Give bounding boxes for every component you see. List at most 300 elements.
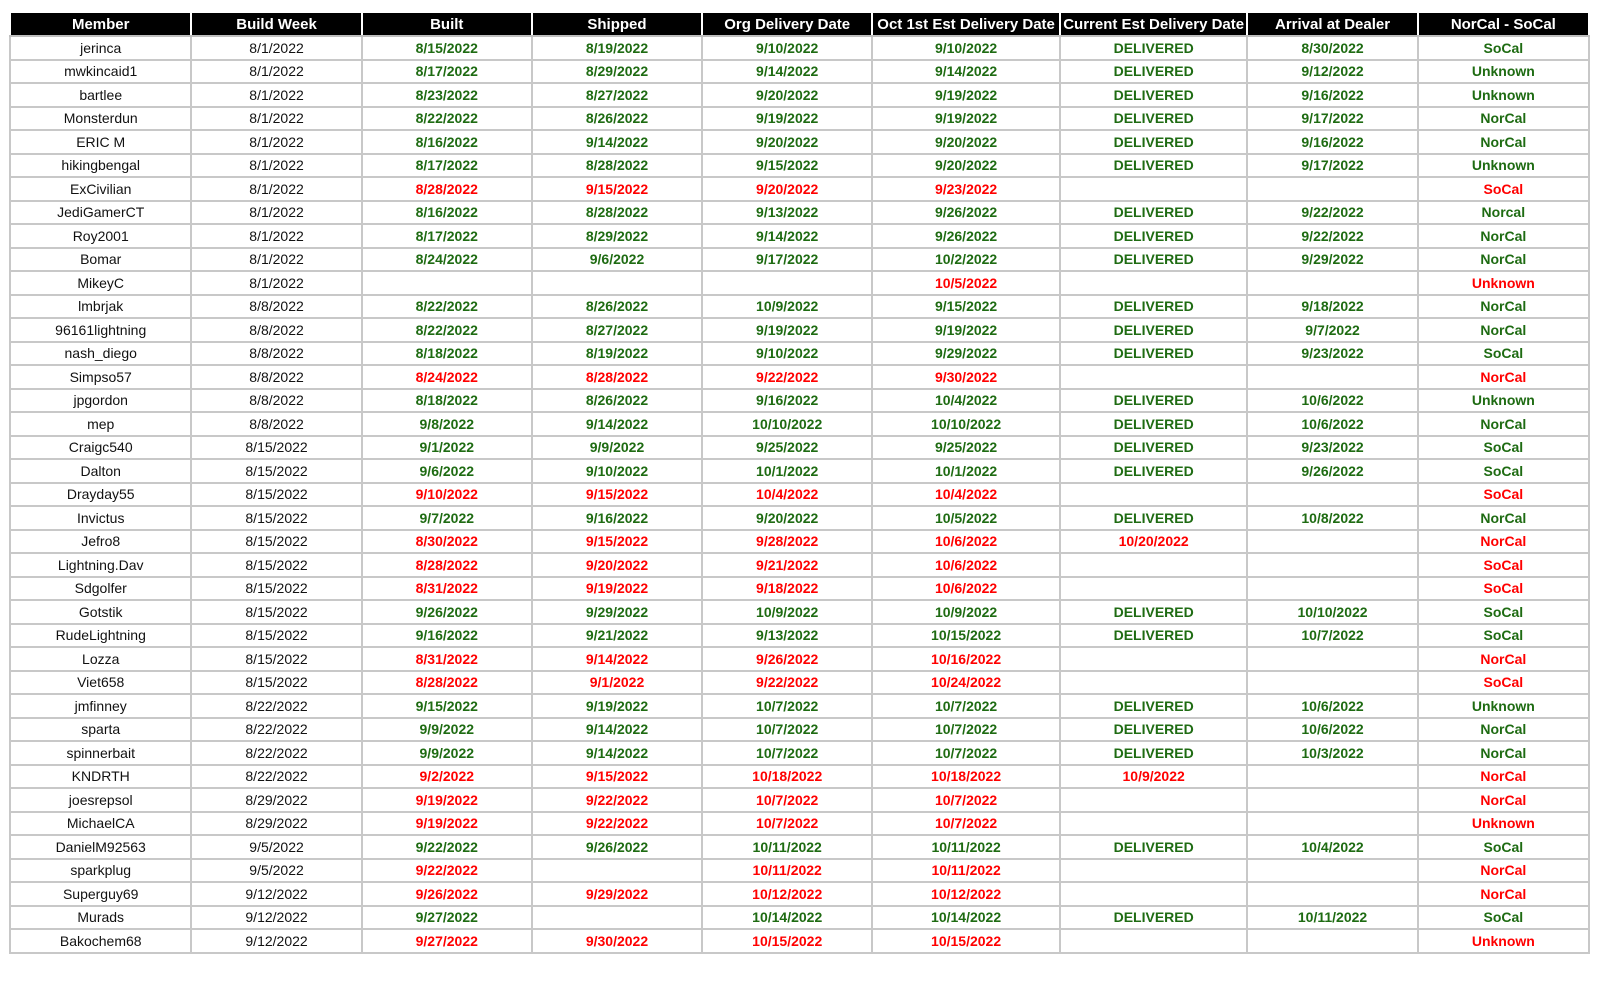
arrival-at-dealer-cell[interactable]: 9/18/2022 (1247, 295, 1417, 319)
region-cell[interactable]: SoCal (1418, 459, 1589, 483)
current-est-delivery-date-cell[interactable]: DELIVERED (1060, 835, 1248, 859)
oct-1st-est-delivery-date-cell[interactable]: 9/30/2022 (872, 365, 1060, 389)
arrival-at-dealer-cell[interactable]: 9/26/2022 (1247, 459, 1417, 483)
arrival-at-dealer-cell[interactable]: 9/12/2022 (1247, 60, 1417, 84)
current-est-delivery-date-cell[interactable]: DELIVERED (1060, 107, 1248, 131)
org-delivery-date-cell[interactable]: 9/20/2022 (702, 506, 872, 530)
built-cell[interactable]: 8/22/2022 (362, 107, 532, 131)
current-est-delivery-date-cell[interactable] (1060, 929, 1248, 953)
org-delivery-date-cell[interactable]: 9/20/2022 (702, 83, 872, 107)
member-cell[interactable]: Roy2001 (10, 224, 191, 248)
build-week-cell[interactable]: 8/15/2022 (191, 600, 361, 624)
member-cell[interactable]: Lozza (10, 647, 191, 671)
region-cell[interactable]: NorCal (1418, 412, 1589, 436)
member-cell[interactable]: Drayday55 (10, 483, 191, 507)
arrival-at-dealer-cell[interactable]: 10/4/2022 (1247, 835, 1417, 859)
oct-1st-est-delivery-date-cell[interactable]: 9/25/2022 (872, 436, 1060, 460)
build-week-cell[interactable]: 9/12/2022 (191, 882, 361, 906)
current-est-delivery-date-cell[interactable]: DELIVERED (1060, 600, 1248, 624)
built-cell[interactable]: 9/1/2022 (362, 436, 532, 460)
built-cell[interactable]: 9/26/2022 (362, 882, 532, 906)
arrival-at-dealer-cell[interactable]: 9/16/2022 (1247, 83, 1417, 107)
current-est-delivery-date-cell[interactable]: DELIVERED (1060, 741, 1248, 765)
region-cell[interactable]: NorCal (1418, 647, 1589, 671)
built-cell[interactable]: 8/24/2022 (362, 365, 532, 389)
build-week-cell[interactable]: 8/15/2022 (191, 624, 361, 648)
shipped-cell[interactable]: 9/22/2022 (532, 812, 702, 836)
member-cell[interactable]: Gotstik (10, 600, 191, 624)
region-cell[interactable]: SoCal (1418, 906, 1589, 930)
build-week-cell[interactable]: 8/29/2022 (191, 788, 361, 812)
shipped-cell[interactable]: 8/28/2022 (532, 201, 702, 225)
arrival-at-dealer-cell[interactable] (1247, 859, 1417, 883)
col-header-arrival-at-dealer[interactable]: Arrival at Dealer (1247, 12, 1417, 36)
org-delivery-date-cell[interactable]: 10/10/2022 (702, 412, 872, 436)
member-cell[interactable]: nash_diego (10, 342, 191, 366)
org-delivery-date-cell[interactable]: 10/7/2022 (702, 718, 872, 742)
current-est-delivery-date-cell[interactable] (1060, 553, 1248, 577)
org-delivery-date-cell[interactable]: 9/14/2022 (702, 224, 872, 248)
build-week-cell[interactable]: 8/22/2022 (191, 765, 361, 789)
arrival-at-dealer-cell[interactable] (1247, 788, 1417, 812)
member-cell[interactable]: bartlee (10, 83, 191, 107)
org-delivery-date-cell[interactable]: 10/4/2022 (702, 483, 872, 507)
oct-1st-est-delivery-date-cell[interactable]: 10/15/2022 (872, 624, 1060, 648)
oct-1st-est-delivery-date-cell[interactable]: 10/7/2022 (872, 694, 1060, 718)
built-cell[interactable]: 9/22/2022 (362, 859, 532, 883)
build-week-cell[interactable]: 8/15/2022 (191, 483, 361, 507)
org-delivery-date-cell[interactable]: 9/14/2022 (702, 60, 872, 84)
shipped-cell[interactable]: 9/26/2022 (532, 835, 702, 859)
current-est-delivery-date-cell[interactable] (1060, 812, 1248, 836)
member-cell[interactable]: MikeyC (10, 271, 191, 295)
build-week-cell[interactable]: 8/15/2022 (191, 530, 361, 554)
arrival-at-dealer-cell[interactable] (1247, 882, 1417, 906)
oct-1st-est-delivery-date-cell[interactable]: 10/15/2022 (872, 929, 1060, 953)
region-cell[interactable]: NorCal (1418, 318, 1589, 342)
region-cell[interactable]: NorCal (1418, 130, 1589, 154)
shipped-cell[interactable]: 9/29/2022 (532, 882, 702, 906)
shipped-cell[interactable]: 8/28/2022 (532, 154, 702, 178)
arrival-at-dealer-cell[interactable]: 8/30/2022 (1247, 36, 1417, 60)
region-cell[interactable]: Unknown (1418, 154, 1589, 178)
shipped-cell[interactable]: 8/19/2022 (532, 36, 702, 60)
current-est-delivery-date-cell[interactable]: DELIVERED (1060, 412, 1248, 436)
org-delivery-date-cell[interactable]: 9/13/2022 (702, 624, 872, 648)
region-cell[interactable]: NorCal (1418, 882, 1589, 906)
shipped-cell[interactable]: 9/14/2022 (532, 647, 702, 671)
region-cell[interactable]: Norcal (1418, 201, 1589, 225)
oct-1st-est-delivery-date-cell[interactable]: 10/5/2022 (872, 506, 1060, 530)
member-cell[interactable]: sparta (10, 718, 191, 742)
current-est-delivery-date-cell[interactable] (1060, 483, 1248, 507)
oct-1st-est-delivery-date-cell[interactable]: 10/6/2022 (872, 577, 1060, 601)
member-cell[interactable]: ERIC M (10, 130, 191, 154)
col-header-shipped[interactable]: Shipped (532, 12, 702, 36)
built-cell[interactable]: 9/2/2022 (362, 765, 532, 789)
org-delivery-date-cell[interactable]: 10/14/2022 (702, 906, 872, 930)
build-week-cell[interactable]: 9/5/2022 (191, 835, 361, 859)
built-cell[interactable]: 8/15/2022 (362, 36, 532, 60)
built-cell[interactable] (362, 271, 532, 295)
oct-1st-est-delivery-date-cell[interactable]: 10/12/2022 (872, 882, 1060, 906)
org-delivery-date-cell[interactable]: 10/11/2022 (702, 859, 872, 883)
shipped-cell[interactable]: 9/16/2022 (532, 506, 702, 530)
org-delivery-date-cell[interactable]: 10/7/2022 (702, 788, 872, 812)
build-week-cell[interactable]: 8/1/2022 (191, 224, 361, 248)
current-est-delivery-date-cell[interactable]: 10/20/2022 (1060, 530, 1248, 554)
oct-1st-est-delivery-date-cell[interactable]: 9/20/2022 (872, 130, 1060, 154)
shipped-cell[interactable]: 8/27/2022 (532, 83, 702, 107)
org-delivery-date-cell[interactable]: 9/19/2022 (702, 318, 872, 342)
current-est-delivery-date-cell[interactable] (1060, 859, 1248, 883)
shipped-cell[interactable]: 9/14/2022 (532, 412, 702, 436)
oct-1st-est-delivery-date-cell[interactable]: 10/2/2022 (872, 248, 1060, 272)
shipped-cell[interactable]: 9/15/2022 (532, 483, 702, 507)
built-cell[interactable]: 8/17/2022 (362, 154, 532, 178)
build-week-cell[interactable]: 8/1/2022 (191, 130, 361, 154)
build-week-cell[interactable]: 8/1/2022 (191, 60, 361, 84)
oct-1st-est-delivery-date-cell[interactable]: 9/26/2022 (872, 201, 1060, 225)
current-est-delivery-date-cell[interactable]: DELIVERED (1060, 459, 1248, 483)
build-week-cell[interactable]: 8/8/2022 (191, 318, 361, 342)
shipped-cell[interactable]: 9/6/2022 (532, 248, 702, 272)
shipped-cell[interactable]: 9/15/2022 (532, 177, 702, 201)
built-cell[interactable]: 8/28/2022 (362, 553, 532, 577)
build-week-cell[interactable]: 8/8/2022 (191, 342, 361, 366)
org-delivery-date-cell[interactable]: 9/19/2022 (702, 107, 872, 131)
arrival-at-dealer-cell[interactable] (1247, 271, 1417, 295)
build-week-cell[interactable]: 8/22/2022 (191, 718, 361, 742)
oct-1st-est-delivery-date-cell[interactable]: 10/18/2022 (872, 765, 1060, 789)
built-cell[interactable]: 8/22/2022 (362, 318, 532, 342)
member-cell[interactable]: RudeLightning (10, 624, 191, 648)
arrival-at-dealer-cell[interactable]: 10/6/2022 (1247, 412, 1417, 436)
region-cell[interactable]: NorCal (1418, 788, 1589, 812)
member-cell[interactable]: hikingbengal (10, 154, 191, 178)
current-est-delivery-date-cell[interactable]: DELIVERED (1060, 624, 1248, 648)
built-cell[interactable]: 8/28/2022 (362, 177, 532, 201)
arrival-at-dealer-cell[interactable] (1247, 929, 1417, 953)
built-cell[interactable]: 9/9/2022 (362, 741, 532, 765)
built-cell[interactable]: 8/23/2022 (362, 83, 532, 107)
region-cell[interactable]: Unknown (1418, 271, 1589, 295)
built-cell[interactable]: 9/8/2022 (362, 412, 532, 436)
build-week-cell[interactable]: 8/29/2022 (191, 812, 361, 836)
oct-1st-est-delivery-date-cell[interactable]: 10/11/2022 (872, 859, 1060, 883)
region-cell[interactable]: NorCal (1418, 741, 1589, 765)
arrival-at-dealer-cell[interactable]: 10/11/2022 (1247, 906, 1417, 930)
region-cell[interactable]: Unknown (1418, 60, 1589, 84)
arrival-at-dealer-cell[interactable]: 10/6/2022 (1247, 694, 1417, 718)
member-cell[interactable]: Jefro8 (10, 530, 191, 554)
oct-1st-est-delivery-date-cell[interactable]: 10/16/2022 (872, 647, 1060, 671)
built-cell[interactable]: 8/31/2022 (362, 647, 532, 671)
current-est-delivery-date-cell[interactable]: DELIVERED (1060, 906, 1248, 930)
org-delivery-date-cell[interactable]: 10/11/2022 (702, 835, 872, 859)
shipped-cell[interactable]: 9/30/2022 (532, 929, 702, 953)
org-delivery-date-cell[interactable]: 10/1/2022 (702, 459, 872, 483)
shipped-cell[interactable]: 8/29/2022 (532, 60, 702, 84)
current-est-delivery-date-cell[interactable]: DELIVERED (1060, 201, 1248, 225)
arrival-at-dealer-cell[interactable] (1247, 530, 1417, 554)
built-cell[interactable]: 8/28/2022 (362, 671, 532, 695)
built-cell[interactable]: 9/19/2022 (362, 788, 532, 812)
member-cell[interactable]: joesrepsol (10, 788, 191, 812)
built-cell[interactable]: 8/16/2022 (362, 130, 532, 154)
arrival-at-dealer-cell[interactable]: 10/6/2022 (1247, 389, 1417, 413)
arrival-at-dealer-cell[interactable] (1247, 365, 1417, 389)
region-cell[interactable]: NorCal (1418, 224, 1589, 248)
member-cell[interactable]: jpgordon (10, 389, 191, 413)
current-est-delivery-date-cell[interactable] (1060, 647, 1248, 671)
org-delivery-date-cell[interactable]: 10/7/2022 (702, 694, 872, 718)
arrival-at-dealer-cell[interactable]: 10/10/2022 (1247, 600, 1417, 624)
region-cell[interactable]: SoCal (1418, 177, 1589, 201)
shipped-cell[interactable]: 8/26/2022 (532, 389, 702, 413)
member-cell[interactable]: Bomar (10, 248, 191, 272)
current-est-delivery-date-cell[interactable]: DELIVERED (1060, 60, 1248, 84)
shipped-cell[interactable]: 9/15/2022 (532, 530, 702, 554)
arrival-at-dealer-cell[interactable]: 10/7/2022 (1247, 624, 1417, 648)
member-cell[interactable]: MichaelCA (10, 812, 191, 836)
shipped-cell[interactable]: 9/19/2022 (532, 577, 702, 601)
arrival-at-dealer-cell[interactable] (1247, 812, 1417, 836)
org-delivery-date-cell[interactable]: 9/18/2022 (702, 577, 872, 601)
build-week-cell[interactable]: 8/22/2022 (191, 694, 361, 718)
member-cell[interactable]: JediGamerCT (10, 201, 191, 225)
org-delivery-date-cell[interactable]: 9/10/2022 (702, 36, 872, 60)
member-cell[interactable]: mwkincaid1 (10, 60, 191, 84)
built-cell[interactable]: 8/18/2022 (362, 342, 532, 366)
region-cell[interactable]: SoCal (1418, 624, 1589, 648)
member-cell[interactable]: spinnerbait (10, 741, 191, 765)
member-cell[interactable]: Bakochem68 (10, 929, 191, 953)
current-est-delivery-date-cell[interactable]: DELIVERED (1060, 130, 1248, 154)
col-header-built[interactable]: Built (362, 12, 532, 36)
current-est-delivery-date-cell[interactable]: DELIVERED (1060, 389, 1248, 413)
current-est-delivery-date-cell[interactable]: DELIVERED (1060, 224, 1248, 248)
arrival-at-dealer-cell[interactable] (1247, 483, 1417, 507)
build-week-cell[interactable]: 8/15/2022 (191, 436, 361, 460)
region-cell[interactable]: NorCal (1418, 365, 1589, 389)
current-est-delivery-date-cell[interactable]: DELIVERED (1060, 83, 1248, 107)
oct-1st-est-delivery-date-cell[interactable]: 10/4/2022 (872, 389, 1060, 413)
build-week-cell[interactable]: 8/1/2022 (191, 201, 361, 225)
region-cell[interactable]: Unknown (1418, 694, 1589, 718)
build-week-cell[interactable]: 8/15/2022 (191, 506, 361, 530)
region-cell[interactable]: Unknown (1418, 83, 1589, 107)
member-cell[interactable]: jmfinney (10, 694, 191, 718)
built-cell[interactable]: 9/7/2022 (362, 506, 532, 530)
oct-1st-est-delivery-date-cell[interactable]: 10/24/2022 (872, 671, 1060, 695)
shipped-cell[interactable] (532, 271, 702, 295)
oct-1st-est-delivery-date-cell[interactable]: 10/14/2022 (872, 906, 1060, 930)
org-delivery-date-cell[interactable]: 9/26/2022 (702, 647, 872, 671)
arrival-at-dealer-cell[interactable]: 10/3/2022 (1247, 741, 1417, 765)
region-cell[interactable]: SoCal (1418, 36, 1589, 60)
built-cell[interactable]: 8/17/2022 (362, 60, 532, 84)
region-cell[interactable]: NorCal (1418, 506, 1589, 530)
build-week-cell[interactable]: 8/1/2022 (191, 177, 361, 201)
org-delivery-date-cell[interactable]: 10/15/2022 (702, 929, 872, 953)
arrival-at-dealer-cell[interactable]: 9/17/2022 (1247, 154, 1417, 178)
oct-1st-est-delivery-date-cell[interactable]: 9/26/2022 (872, 224, 1060, 248)
build-week-cell[interactable]: 9/12/2022 (191, 906, 361, 930)
current-est-delivery-date-cell[interactable]: 10/9/2022 (1060, 765, 1248, 789)
member-cell[interactable]: Murads (10, 906, 191, 930)
member-cell[interactable]: jerinca (10, 36, 191, 60)
region-cell[interactable]: Unknown (1418, 812, 1589, 836)
current-est-delivery-date-cell[interactable]: DELIVERED (1060, 718, 1248, 742)
oct-1st-est-delivery-date-cell[interactable]: 10/6/2022 (872, 553, 1060, 577)
shipped-cell[interactable]: 9/10/2022 (532, 459, 702, 483)
built-cell[interactable]: 9/19/2022 (362, 812, 532, 836)
built-cell[interactable]: 9/26/2022 (362, 600, 532, 624)
build-week-cell[interactable]: 8/1/2022 (191, 83, 361, 107)
oct-1st-est-delivery-date-cell[interactable]: 9/23/2022 (872, 177, 1060, 201)
current-est-delivery-date-cell[interactable] (1060, 271, 1248, 295)
build-week-cell[interactable]: 8/1/2022 (191, 154, 361, 178)
member-cell[interactable]: DanielM92563 (10, 835, 191, 859)
col-header-oct-1st-est-delivery-date[interactable]: Oct 1st Est Delivery Date (872, 12, 1060, 36)
built-cell[interactable]: 9/27/2022 (362, 906, 532, 930)
col-header-norcal-socal[interactable]: NorCal - SoCal (1418, 12, 1589, 36)
shipped-cell[interactable]: 8/26/2022 (532, 107, 702, 131)
build-week-cell[interactable]: 8/15/2022 (191, 671, 361, 695)
build-week-cell[interactable]: 8/1/2022 (191, 248, 361, 272)
oct-1st-est-delivery-date-cell[interactable]: 10/7/2022 (872, 812, 1060, 836)
region-cell[interactable]: NorCal (1418, 530, 1589, 554)
oct-1st-est-delivery-date-cell[interactable]: 9/15/2022 (872, 295, 1060, 319)
arrival-at-dealer-cell[interactable]: 10/8/2022 (1247, 506, 1417, 530)
built-cell[interactable]: 9/6/2022 (362, 459, 532, 483)
oct-1st-est-delivery-date-cell[interactable]: 10/9/2022 (872, 600, 1060, 624)
region-cell[interactable]: NorCal (1418, 859, 1589, 883)
arrival-at-dealer-cell[interactable] (1247, 177, 1417, 201)
current-est-delivery-date-cell[interactable] (1060, 882, 1248, 906)
built-cell[interactable]: 9/27/2022 (362, 929, 532, 953)
member-cell[interactable]: Craigc540 (10, 436, 191, 460)
current-est-delivery-date-cell[interactable]: DELIVERED (1060, 342, 1248, 366)
shipped-cell[interactable]: 9/15/2022 (532, 765, 702, 789)
oct-1st-est-delivery-date-cell[interactable]: 9/19/2022 (872, 83, 1060, 107)
build-week-cell[interactable]: 8/15/2022 (191, 553, 361, 577)
member-cell[interactable]: 96161lightning (10, 318, 191, 342)
built-cell[interactable]: 8/17/2022 (362, 224, 532, 248)
current-est-delivery-date-cell[interactable]: DELIVERED (1060, 694, 1248, 718)
current-est-delivery-date-cell[interactable] (1060, 365, 1248, 389)
region-cell[interactable]: SoCal (1418, 600, 1589, 624)
region-cell[interactable]: SoCal (1418, 835, 1589, 859)
member-cell[interactable]: Dalton (10, 459, 191, 483)
current-est-delivery-date-cell[interactable]: DELIVERED (1060, 436, 1248, 460)
oct-1st-est-delivery-date-cell[interactable]: 9/14/2022 (872, 60, 1060, 84)
shipped-cell[interactable]: 8/19/2022 (532, 342, 702, 366)
build-week-cell[interactable]: 8/8/2022 (191, 365, 361, 389)
shipped-cell[interactable]: 8/29/2022 (532, 224, 702, 248)
arrival-at-dealer-cell[interactable]: 10/6/2022 (1247, 718, 1417, 742)
shipped-cell[interactable]: 9/19/2022 (532, 694, 702, 718)
shipped-cell[interactable]: 8/26/2022 (532, 295, 702, 319)
arrival-at-dealer-cell[interactable]: 9/23/2022 (1247, 436, 1417, 460)
build-week-cell[interactable]: 8/8/2022 (191, 295, 361, 319)
arrival-at-dealer-cell[interactable] (1247, 765, 1417, 789)
oct-1st-est-delivery-date-cell[interactable]: 10/4/2022 (872, 483, 1060, 507)
region-cell[interactable]: NorCal (1418, 765, 1589, 789)
org-delivery-date-cell[interactable]: 10/18/2022 (702, 765, 872, 789)
shipped-cell[interactable] (532, 859, 702, 883)
col-header-current-est-delivery-date[interactable]: Current Est Delivery Date (1060, 12, 1248, 36)
oct-1st-est-delivery-date-cell[interactable]: 10/10/2022 (872, 412, 1060, 436)
build-week-cell[interactable]: 8/8/2022 (191, 389, 361, 413)
org-delivery-date-cell[interactable]: 9/25/2022 (702, 436, 872, 460)
current-est-delivery-date-cell[interactable]: DELIVERED (1060, 36, 1248, 60)
build-week-cell[interactable]: 8/15/2022 (191, 647, 361, 671)
region-cell[interactable]: SoCal (1418, 342, 1589, 366)
build-week-cell[interactable]: 8/1/2022 (191, 36, 361, 60)
shipped-cell[interactable]: 9/14/2022 (532, 718, 702, 742)
shipped-cell[interactable]: 9/1/2022 (532, 671, 702, 695)
current-est-delivery-date-cell[interactable]: DELIVERED (1060, 295, 1248, 319)
arrival-at-dealer-cell[interactable]: 9/23/2022 (1247, 342, 1417, 366)
region-cell[interactable]: Unknown (1418, 929, 1589, 953)
shipped-cell[interactable]: 9/20/2022 (532, 553, 702, 577)
member-cell[interactable]: lmbrjak (10, 295, 191, 319)
build-week-cell[interactable]: 8/8/2022 (191, 412, 361, 436)
org-delivery-date-cell[interactable]: 9/15/2022 (702, 154, 872, 178)
region-cell[interactable]: SoCal (1418, 553, 1589, 577)
org-delivery-date-cell[interactable]: 10/7/2022 (702, 741, 872, 765)
region-cell[interactable]: NorCal (1418, 295, 1589, 319)
built-cell[interactable]: 8/18/2022 (362, 389, 532, 413)
org-delivery-date-cell[interactable]: 9/22/2022 (702, 671, 872, 695)
org-delivery-date-cell[interactable]: 9/13/2022 (702, 201, 872, 225)
arrival-at-dealer-cell[interactable]: 9/16/2022 (1247, 130, 1417, 154)
region-cell[interactable]: SoCal (1418, 436, 1589, 460)
member-cell[interactable]: KNDRTH (10, 765, 191, 789)
oct-1st-est-delivery-date-cell[interactable]: 9/19/2022 (872, 318, 1060, 342)
region-cell[interactable]: SoCal (1418, 577, 1589, 601)
org-delivery-date-cell[interactable]: 9/20/2022 (702, 177, 872, 201)
built-cell[interactable]: 8/24/2022 (362, 248, 532, 272)
oct-1st-est-delivery-date-cell[interactable]: 10/5/2022 (872, 271, 1060, 295)
build-week-cell[interactable]: 9/12/2022 (191, 929, 361, 953)
org-delivery-date-cell[interactable]: 9/20/2022 (702, 130, 872, 154)
oct-1st-est-delivery-date-cell[interactable]: 10/1/2022 (872, 459, 1060, 483)
oct-1st-est-delivery-date-cell[interactable]: 9/29/2022 (872, 342, 1060, 366)
built-cell[interactable]: 9/15/2022 (362, 694, 532, 718)
member-cell[interactable]: Monsterdun (10, 107, 191, 131)
build-week-cell[interactable]: 8/1/2022 (191, 107, 361, 131)
current-est-delivery-date-cell[interactable] (1060, 177, 1248, 201)
arrival-at-dealer-cell[interactable]: 9/22/2022 (1247, 224, 1417, 248)
org-delivery-date-cell[interactable]: 9/10/2022 (702, 342, 872, 366)
org-delivery-date-cell[interactable]: 9/21/2022 (702, 553, 872, 577)
build-week-cell[interactable]: 8/15/2022 (191, 577, 361, 601)
built-cell[interactable]: 8/31/2022 (362, 577, 532, 601)
org-delivery-date-cell[interactable]: 10/9/2022 (702, 600, 872, 624)
built-cell[interactable]: 9/10/2022 (362, 483, 532, 507)
member-cell[interactable]: Invictus (10, 506, 191, 530)
current-est-delivery-date-cell[interactable] (1060, 788, 1248, 812)
arrival-at-dealer-cell[interactable] (1247, 647, 1417, 671)
build-week-cell[interactable]: 8/15/2022 (191, 459, 361, 483)
built-cell[interactable]: 8/22/2022 (362, 295, 532, 319)
region-cell[interactable]: SoCal (1418, 483, 1589, 507)
current-est-delivery-date-cell[interactable] (1060, 671, 1248, 695)
arrival-at-dealer-cell[interactable]: 9/29/2022 (1247, 248, 1417, 272)
